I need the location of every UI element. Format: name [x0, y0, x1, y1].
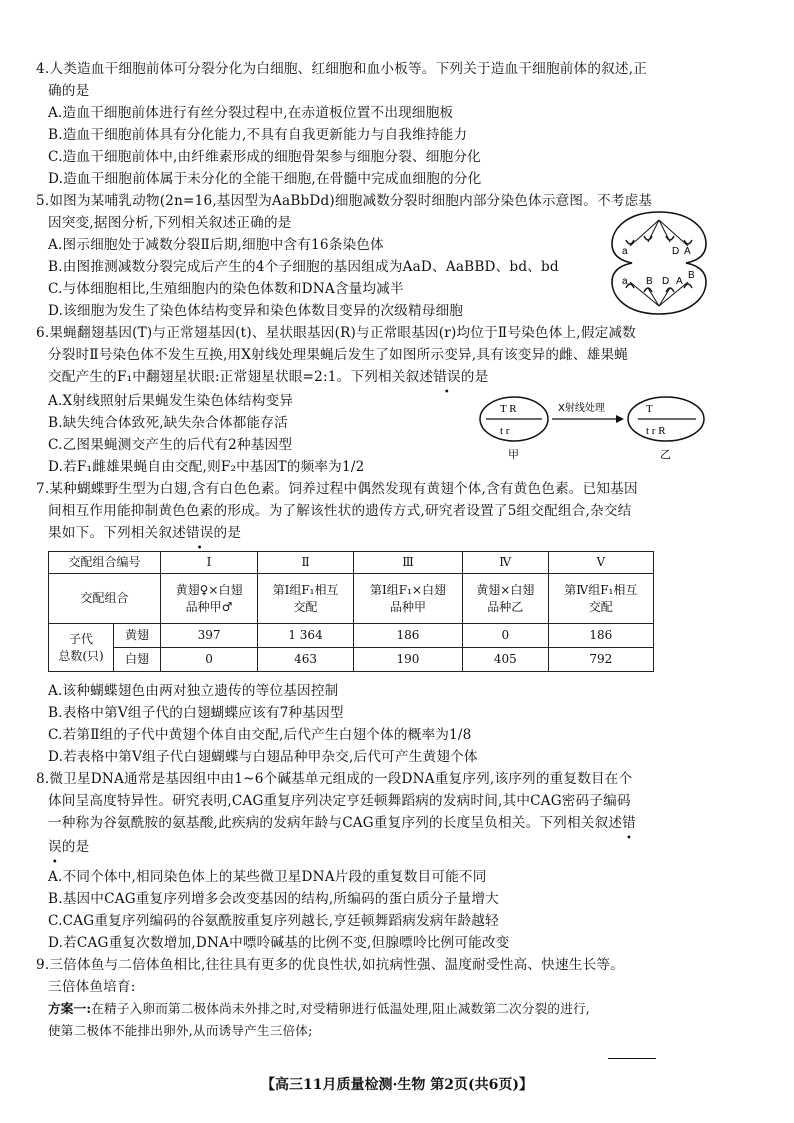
q4-stem-1: 4.人类造血干细胞前体可分裂分化为白细胞、红细胞和血小板等。下列关于造血干细胞前体的叙述,正 [36, 61, 648, 77]
gene-label: A [684, 246, 691, 257]
q8-stem-2: 体间呈高度特异性。研究表明,CAG重复序列决定亨廷顿舞蹈病的发病时间,其中CAG密码子编码 [48, 793, 631, 809]
q7-option-d: D.若表格中第Ⅴ组子代白翅蝴蝶与白翅品种甲杂交,后代可产生黄翅个体 [48, 749, 478, 765]
q8-option-b: B.基因中CAG重复序列增多会改变基因的结构,所编码的蛋白质分子量增大 [48, 891, 499, 907]
q7-stem-1: 7.某种蝴蝶野生型为白翅,含有白色色素。饲养过程中偶然发现有黄翅个体,含有黄色色素。已知基因 [36, 481, 638, 497]
table-row-label: 子代 总数(只) [49, 624, 114, 672]
table-cell: 397 [161, 624, 258, 648]
gene-t: t r [500, 425, 510, 437]
q6-option-d: D.若F₁雌雄果蝇自由交配,则F₂中基因T的频率为1/2 [48, 459, 365, 475]
gene-label: D [672, 246, 680, 257]
table-header: Ⅳ [463, 552, 549, 574]
q7-stem-2: 间相互作用能抑制黄色色素的形成。为了解该性状的遗传方式,研究者设置了5组交配组合,杂交结 [48, 503, 632, 519]
q6-stem-1: 6.果蝇翻翅基因(T)与正常翅基因(t)、星状眼基因(R)与正常眼基因(r)均位于Ⅱ号染色体上,假定减数 [36, 325, 636, 341]
q8-stem-1: 8.微卫星DNA通常是基因组中由1~6个碱基单元组成的一段DNA重复序列,该序列的重复数目在个 [36, 771, 633, 787]
table-cell: 第Ⅰ组F₁×白翅 品种甲 [353, 574, 462, 624]
table-cell: 黄翅×白翅 品种乙 [463, 574, 549, 624]
footer-rule [608, 1058, 656, 1059]
q5-stem-1: 5.如图为某哺乳动物(2n=16,基因型为AaBbDd)细胞减数分裂时细胞内部分染色体示意图。不考虑基 [36, 193, 653, 209]
page-footer: 【高三11月质量检测·生物 第2页(共6页)】 [261, 1077, 533, 1093]
table-cell: 第Ⅰ组F₁相互 交配 [258, 574, 354, 624]
q8-option-d: D.若CAG重复次数增加,DNA中嘌呤碱基的比例不变,但腺嘌呤比例可能改变 [48, 935, 510, 951]
gene-trR: t r R [646, 425, 666, 437]
q6-stem-2: 分裂时Ⅱ号染色体不发生互换,用X射线处理果蝇后发生了如图所示变异,具有该变异的雌、雄果蝇 [48, 347, 629, 363]
q5-option-d: D.该细胞为发生了染色体结构变异和染色体数目变异的次级精母细胞 [48, 303, 464, 319]
table-cell: 463 [258, 648, 354, 672]
q6-option-a: A.X射线照射后果蝇发生染色体结构变异 [48, 393, 294, 409]
label-yi: 乙 [660, 448, 671, 461]
q6-stem-3: 交配产生的F₁中翻翅星状眼:正常翅星状眼=2:1。下列相关叙述错误的是 [48, 369, 489, 385]
q9-plan-1: 方案一:在精子入卵而第二极体尚未外排之时,对受精卵进行低温处理,阻止减数第二次分裂的进行, [48, 1001, 591, 1016]
gene-label: a [622, 276, 628, 287]
table-cell: 186 [353, 624, 462, 648]
q7-option-a: A.该种蝴蝶翅色由两对独立遗传的等位基因控制 [48, 683, 339, 699]
gene-label: A [676, 276, 683, 287]
table-cell: 0 [161, 648, 258, 672]
q8-option-c: C.CAG重复序列编码的谷氨酰胺重复序列越长,亨廷顿舞蹈病发病年龄越轻 [48, 913, 499, 929]
table-cell: 190 [353, 648, 462, 672]
q6-option-c: C.乙图果蝇测交产生的后代有2种基因型 [48, 437, 293, 453]
q9-stem-1: 9.三倍体鱼与二倍体鱼相比,往往具有更多的优良性状,如抗病性强、温度耐受性高、快速生长等。 [36, 957, 624, 973]
q4-option-d: D.造血干细胞前体属于未分化的全能干细胞,在骨髓中完成血细胞的分化 [48, 171, 482, 187]
table-cell: 0 [463, 624, 549, 648]
table-cell: 792 [548, 648, 653, 672]
q5-option-b: B.由图推测减数分裂完成后产生的4个子细胞的基因组成为AaD、AaBBD、bd、bd [48, 259, 559, 275]
gene-label: D [662, 276, 670, 287]
q9-stem-2: 三倍体鱼培育: [48, 979, 136, 995]
q9-plan-1-cont: 使第二极体不能排出卵外,从而诱导产生三倍体; [48, 1023, 313, 1038]
table-row-label: 交配组合 [49, 574, 161, 624]
gene-label: a [622, 246, 628, 257]
q8-stem-4: 误的是 [48, 839, 90, 855]
q5-option-c: C.与体细胞相比,生殖细胞内的染色体数和DNA含量均减半 [48, 281, 404, 297]
q4-option-a: A.造血干细胞前体进行有丝分裂过程中,在赤道板位置不出现细胞板 [48, 105, 454, 121]
q4-stem-2: 确的是 [48, 83, 90, 99]
q8-stem-3: 一种称为谷氨酰胺的氨基酸,此疾病的发病年龄与CAG重复序列的长度呈负相关。下列相关叙述错 [48, 815, 636, 831]
gene-label: B [646, 276, 653, 287]
label-jia: 甲 [508, 448, 519, 461]
q4-option-c: C.造血干细胞前体中,由纤维素形成的细胞骨架参与细胞分裂、细胞分化 [48, 149, 481, 165]
q5-stem-2: 因突变,据图分析,下列相关叙述正确的是 [48, 215, 292, 231]
table-row-label: 黄翅 [114, 624, 161, 648]
q5-option-a: A.图示细胞处于减数分裂Ⅱ后期,细胞中含有16条染色体 [48, 237, 384, 253]
table-header: Ⅴ [548, 552, 653, 574]
table-cell: 1 364 [258, 624, 354, 648]
table-cell: 186 [548, 624, 653, 648]
table-header: Ⅱ [258, 552, 354, 574]
table-header: Ⅰ [161, 552, 258, 574]
gene-T: T R [500, 403, 517, 415]
table-cell: 405 [463, 648, 549, 672]
cross-results-table [48, 551, 654, 672]
xray-mutation-diagram [478, 392, 710, 464]
q7-option-b: B.表格中第Ⅴ组子代的白翅蝴蝶应该有7种基因型 [48, 705, 344, 721]
q7-option-c: C.若第Ⅱ组的子代中黄翅个体自由交配,后代产生白翅个体的概率为1/8 [48, 727, 472, 743]
table-header: Ⅲ [353, 552, 462, 574]
xray-label: X射线处理 [558, 403, 605, 414]
table-cell: 黄翅♀×白翅 品种甲♂ [161, 574, 258, 624]
gene-T-2: T [646, 403, 653, 415]
q4-option-b: B.造血干细胞前体具有分化能力,不具有自我更新能力与自我维持能力 [48, 127, 468, 143]
meiosis-cell-diagram [608, 208, 710, 318]
q7-stem-3: 果如下。下列相关叙述错误的是 [48, 525, 242, 541]
gene-label: B [688, 270, 695, 281]
q8-option-a: A.不同个体中,相同染色体上的某些微卫星DNA片段的重复数目可能不同 [48, 869, 487, 885]
table-header: 交配组合编号 [49, 552, 161, 574]
table-cell: 第Ⅳ组F₁相互 交配 [548, 574, 653, 624]
table-row-label: 白翅 [114, 648, 161, 672]
q6-option-b: B.缺失纯合体致死,缺失杂合体都能存活 [48, 415, 288, 431]
